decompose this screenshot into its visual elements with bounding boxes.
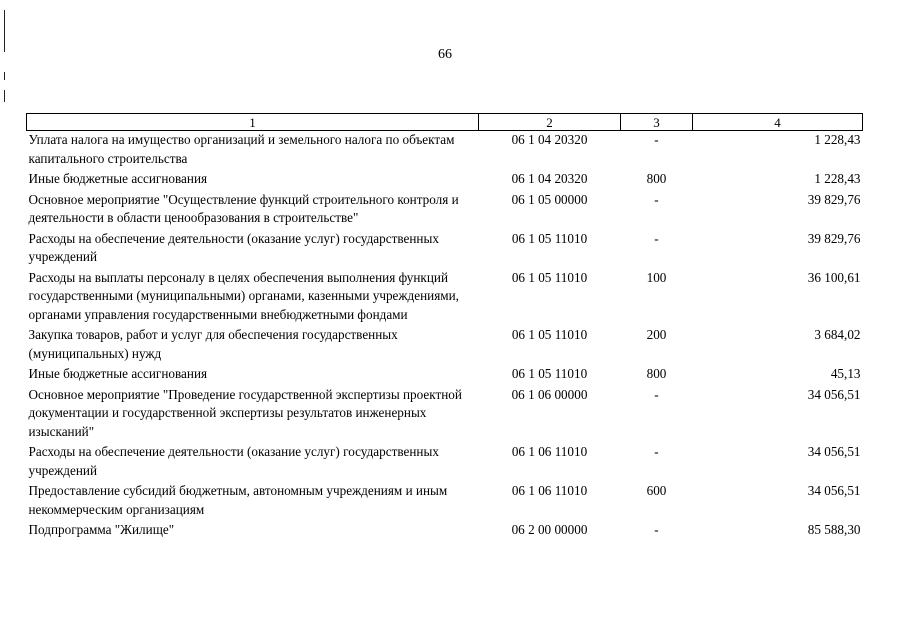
- row-amount: 3 684,02: [814, 327, 861, 342]
- row-amount: 34 056,51: [807, 386, 861, 402]
- row-expense-type: -: [654, 386, 659, 402]
- header-col-2: 2: [479, 114, 621, 131]
- row-expense-type: 800: [646, 366, 667, 381]
- row-code: 06 1 04 20320: [511, 132, 588, 147]
- row-expense-type: 100: [646, 269, 667, 285]
- row-code: 06 1 05 11010: [511, 269, 588, 285]
- row-name: Расходы на обеспечение деятельности (оказание услуг) государственных учреждений: [28, 444, 439, 478]
- header-col-3: 3: [621, 114, 693, 131]
- table-row: [27, 230, 863, 269]
- budget-table: [26, 113, 863, 542]
- row-amount: 1 228,43: [814, 171, 861, 186]
- row-expense-type: -: [654, 191, 659, 207]
- table-row: [27, 191, 863, 230]
- row-code: 06 1 05 11010: [511, 366, 588, 381]
- row-code: 06 1 05 11010: [511, 327, 588, 342]
- row-expense-type: -: [654, 444, 659, 459]
- row-expense-type: -: [654, 230, 659, 246]
- row-name: Закупка товаров, работ и услуг для обеспечения государственных (муниципальных) нужд: [28, 327, 398, 361]
- row-expense-type: 800: [646, 171, 667, 186]
- row-code: 06 1 04 20320: [511, 171, 588, 186]
- table-row: [27, 521, 863, 542]
- table-row: [27, 443, 863, 482]
- scan-edge-mark: [4, 90, 5, 102]
- row-amount: 39 829,76: [807, 230, 861, 246]
- row-name: Уплата налога на имущество организаций и земельного налога по объектам капитального строительства: [28, 132, 455, 166]
- row-amount: 39 829,76: [807, 191, 861, 207]
- row-code: 06 2 00 00000: [511, 522, 588, 537]
- row-code: 06 1 06 11010: [511, 444, 588, 459]
- row-code: 06 1 06 00000: [511, 386, 588, 402]
- table-row: [27, 131, 863, 171]
- row-name: Расходы на выплаты персоналу в целях обеспечения выполнения функций государственными (муниципальными) органами, казенными учреждениями, органами управления государственными внебюджетными фондами: [28, 269, 459, 322]
- row-name: Основное мероприятие "Проведение государственной экспертизы проектной документации и государственной экспертизы результатов инженерных изысканий": [28, 386, 462, 439]
- table-row: [27, 326, 863, 365]
- row-amount: 34 056,51: [807, 483, 861, 498]
- row-expense-type: -: [654, 132, 659, 147]
- row-amount: 36 100,61: [807, 269, 861, 285]
- row-code: 06 1 06 11010: [511, 483, 588, 498]
- row-name: Основное мероприятие "Осуществление функций строительного контроля и деятельности в области ценообразования в строительстве": [28, 191, 459, 225]
- row-name: Иные бюджетные ассигнования: [28, 366, 208, 381]
- header-col-1: 1: [27, 114, 479, 131]
- row-name: Иные бюджетные ассигнования: [28, 171, 208, 186]
- row-name: Подпрограмма "Жилище": [28, 522, 175, 537]
- table-row: [27, 365, 863, 386]
- table-row: [27, 170, 863, 191]
- row-amount: 85 588,30: [807, 522, 861, 537]
- header-col-4: 4: [693, 114, 863, 131]
- row-code: 06 1 05 11010: [511, 230, 588, 246]
- row-expense-type: 200: [646, 327, 667, 342]
- row-code: 06 1 05 00000: [511, 191, 588, 207]
- table-row: [27, 482, 863, 521]
- table-row: [27, 269, 863, 327]
- row-amount: 34 056,51: [807, 444, 861, 459]
- table-row: [27, 386, 863, 444]
- scan-edge-mark: [4, 72, 5, 80]
- page-number: 66: [438, 47, 452, 62]
- row-name: Расходы на обеспечение деятельности (оказание услуг) государственных учреждений: [28, 230, 439, 264]
- header-row: [27, 114, 863, 131]
- row-amount: 45,13: [830, 366, 861, 381]
- row-expense-type: 600: [646, 483, 667, 498]
- row-name: Предоставление субсидий бюджетным, автономным учреждениям и иным некоммерческим организациям: [28, 483, 448, 517]
- row-amount: 1 228,43: [814, 132, 861, 147]
- row-expense-type: -: [654, 522, 659, 537]
